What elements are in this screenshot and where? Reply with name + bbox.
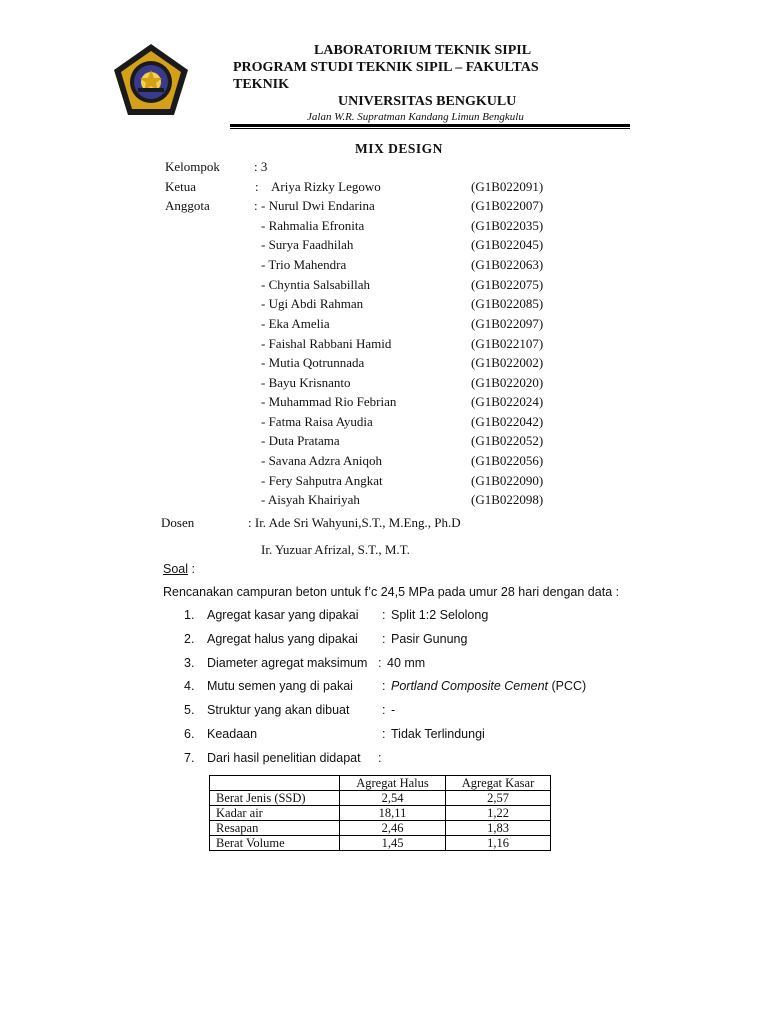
dosen-label: Dosen bbox=[161, 515, 195, 530]
header-rule bbox=[230, 124, 630, 127]
member-name: - Duta Pratama bbox=[261, 433, 340, 448]
soal-colon: : bbox=[188, 562, 195, 576]
list-item bbox=[0, 316, 768, 336]
item-label: Agregat kasar yang dipakai bbox=[207, 608, 359, 622]
member-nim: (G1B022042) bbox=[471, 414, 544, 429]
table-header-cell: Agregat Kasar bbox=[446, 776, 551, 791]
member-nim: (G1B022056) bbox=[471, 453, 544, 468]
item-sep: : bbox=[382, 679, 386, 693]
item-label: Mutu semen yang di pakai bbox=[207, 679, 353, 693]
dosen-lecturer-2: Ir. Yuzuar Afrizal, S.T., M.T. bbox=[261, 542, 410, 557]
soal-label: Soal bbox=[163, 562, 189, 576]
doc-title: MIX DESIGN bbox=[355, 141, 443, 156]
item-label: Dari hasil penelitian didapat bbox=[207, 751, 361, 765]
item-number: 1. bbox=[184, 608, 195, 622]
ketua-name: Ariya Rizky Legowo bbox=[271, 179, 381, 194]
member-name: - Mutia Qotrunnada bbox=[261, 355, 365, 370]
item-label: Keadaan bbox=[207, 727, 258, 741]
header-line-4: UNIVERSITAS BENGKULU bbox=[338, 94, 517, 109]
member-nim: (G1B022063) bbox=[471, 257, 544, 272]
dosen-lecturer-1: : Ir. Ade Sri Wahyuni,S.T., M.Eng., Ph.D bbox=[248, 515, 461, 530]
member-nim: (G1B022085) bbox=[471, 296, 544, 311]
table-cell: 1,45 bbox=[340, 836, 446, 851]
anggota-colon: : bbox=[254, 198, 258, 213]
table-cell: Kadar air bbox=[210, 806, 340, 821]
header-rule-thin bbox=[230, 128, 630, 129]
header-line-1: LABORATORIUM TEKNIK SIPIL bbox=[314, 43, 532, 58]
item-number: 4. bbox=[184, 679, 195, 693]
item-number: 3. bbox=[184, 656, 195, 670]
member-nim: (G1B022107) bbox=[471, 336, 544, 351]
soal-intro: Rencanakan campuran beton untuk f’c 24,5 MPa pada umur 28 hari dengan data : bbox=[163, 585, 620, 599]
list-item bbox=[0, 679, 768, 701]
header-line-2: PROGRAM STUDI TEKNIK SIPIL – FAKULTAS bbox=[233, 60, 539, 75]
item-number: 5. bbox=[184, 703, 195, 717]
member-nim: (G1B022075) bbox=[471, 277, 544, 292]
list-item bbox=[0, 453, 768, 473]
list-item bbox=[0, 608, 768, 630]
header-line-3: TEKNIK bbox=[233, 77, 290, 92]
item-value: - bbox=[391, 703, 396, 717]
member-nim: (G1B022045) bbox=[471, 237, 544, 252]
list-item bbox=[0, 751, 768, 773]
member-name: - Bayu Krisnanto bbox=[261, 375, 351, 390]
list-item bbox=[0, 355, 768, 375]
list-item bbox=[0, 727, 768, 749]
member-nim: (G1B022097) bbox=[471, 316, 544, 331]
list-item bbox=[0, 632, 768, 654]
ketua-label: Ketua bbox=[165, 179, 197, 194]
member-name: - Trio Mahendra bbox=[261, 257, 347, 272]
item-number: 6. bbox=[184, 727, 195, 741]
item-sep: : bbox=[382, 608, 386, 622]
table-header-cell bbox=[210, 776, 340, 791]
kelompok-label: Kelompok bbox=[165, 159, 220, 174]
item-sep: : bbox=[382, 727, 386, 741]
member-nim: (G1B022098) bbox=[471, 492, 544, 507]
item-value: Tidak Terlindungi bbox=[391, 727, 485, 741]
soal-heading bbox=[163, 562, 195, 576]
item-value-tail: (PCC) bbox=[548, 679, 587, 693]
item-value-italic: Portland Composite Cement bbox=[391, 679, 549, 693]
member-name: - Fatma Raisa Ayudia bbox=[261, 414, 373, 429]
table-cell: 2,46 bbox=[340, 821, 446, 836]
member-nim: (G1B022007) bbox=[471, 198, 544, 213]
list-item bbox=[0, 257, 768, 277]
item-label: Struktur yang akan dibuat bbox=[207, 703, 350, 717]
item-value bbox=[391, 679, 586, 693]
table-cell: Berat Volume bbox=[210, 836, 340, 851]
list-item bbox=[0, 336, 768, 356]
table-cell: 1,16 bbox=[446, 836, 551, 851]
member-name: - Ugi Abdi Rahman bbox=[261, 296, 364, 311]
member-name: - Fery Sahputra Angkat bbox=[261, 473, 383, 488]
table-cell: 1,83 bbox=[446, 821, 551, 836]
item-value: Pasir Gunung bbox=[391, 632, 468, 646]
list-item bbox=[0, 218, 768, 238]
table-header-row bbox=[210, 776, 551, 791]
member-name: - Faishal Rabbani Hamid bbox=[261, 336, 392, 351]
list-item bbox=[0, 394, 768, 414]
member-name: - Rahmalia Efronita bbox=[261, 218, 365, 233]
kelompok-value: : 3 bbox=[254, 159, 268, 174]
ketua-colon: : bbox=[255, 179, 259, 194]
member-nim: (G1B022024) bbox=[471, 394, 544, 409]
item-number: 7. bbox=[184, 751, 195, 765]
ketua-nim: (G1B022091) bbox=[471, 179, 544, 194]
list-item bbox=[0, 703, 768, 725]
table-cell: 18,11 bbox=[340, 806, 446, 821]
item-value: Split 1:2 Selolong bbox=[391, 608, 489, 622]
table-header-cell: Agregat Halus bbox=[340, 776, 446, 791]
member-nim: (G1B022052) bbox=[471, 433, 544, 448]
item-value: 40 mm bbox=[387, 656, 426, 670]
item-sep: : bbox=[382, 632, 386, 646]
item-label: Diameter agregat maksimum bbox=[207, 656, 368, 670]
member-name: - Muhammad Rio Febrian bbox=[261, 394, 397, 409]
table-cell: Berat Jenis (SSD) bbox=[210, 791, 340, 806]
list-item bbox=[0, 296, 768, 316]
member-name: - Nurul Dwi Endarina bbox=[261, 198, 375, 213]
table-cell: 2,57 bbox=[446, 791, 551, 806]
member-name: - Chyntia Salsabillah bbox=[261, 277, 371, 292]
table-cell: 1,22 bbox=[446, 806, 551, 821]
member-name: - Savana Adzra Aniqoh bbox=[261, 453, 382, 468]
member-nim: (G1B022002) bbox=[471, 355, 544, 370]
table-cell: Resapan bbox=[210, 821, 340, 836]
item-label: Agregat halus yang dipakai bbox=[207, 632, 358, 646]
item-sep: : bbox=[378, 751, 382, 765]
item-number: 2. bbox=[184, 632, 195, 646]
member-name: - Aisyah Khairiyah bbox=[261, 492, 360, 507]
list-item bbox=[0, 492, 768, 512]
item-sep: : bbox=[382, 703, 386, 717]
list-item bbox=[0, 237, 768, 257]
list-item bbox=[0, 198, 768, 218]
member-nim: (G1B022090) bbox=[471, 473, 544, 488]
list-item bbox=[0, 473, 768, 493]
table-row bbox=[210, 806, 551, 821]
list-item bbox=[0, 277, 768, 297]
item-sep: : bbox=[378, 656, 382, 670]
member-name: - Eka Amelia bbox=[261, 316, 330, 331]
list-item bbox=[0, 375, 768, 395]
table-row bbox=[210, 791, 551, 806]
member-nim: (G1B022035) bbox=[471, 218, 544, 233]
member-name: - Surya Faadhilah bbox=[261, 237, 354, 252]
table-row bbox=[210, 821, 551, 836]
list-item bbox=[0, 433, 768, 453]
university-seal-icon bbox=[112, 42, 190, 118]
table-row bbox=[210, 836, 551, 851]
list-item bbox=[0, 414, 768, 434]
aggregate-properties-table bbox=[209, 775, 551, 851]
header-address: Jalan W.R. Supratman Kandang Limun Bengkulu bbox=[307, 111, 524, 123]
table-cell: 2,54 bbox=[340, 791, 446, 806]
anggota-label: Anggota bbox=[165, 198, 210, 213]
list-item bbox=[0, 656, 768, 678]
member-nim: (G1B022020) bbox=[471, 375, 544, 390]
